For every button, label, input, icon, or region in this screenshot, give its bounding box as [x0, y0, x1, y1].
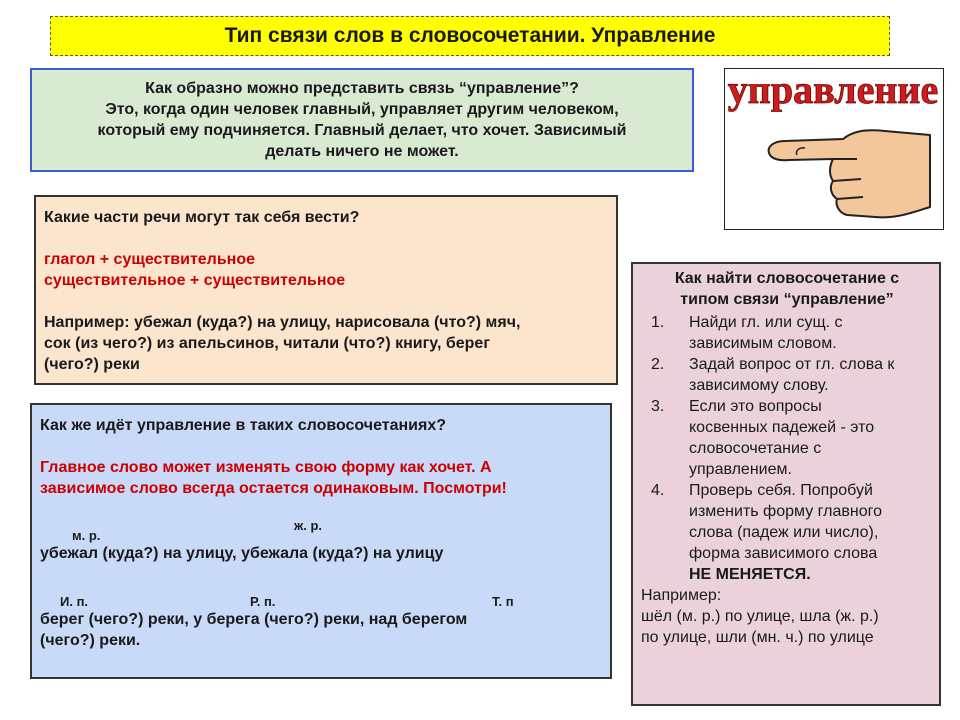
step-text: слова (падеж или число), [689, 524, 879, 541]
gender-label-feminine: ж. р. [294, 518, 322, 533]
gov-example-2-line: берег (чего?) реки, у берега (чего?) реки, над берегом [40, 611, 468, 628]
pos-question: Какие части речи могут так себя вести? [44, 209, 360, 226]
illustration [724, 68, 944, 230]
step-emphasis: НЕ МЕНЯЕТСЯ. [689, 566, 811, 583]
step-text: зависимому слову. [689, 377, 829, 394]
gov-example-1: убежал (куда?) на улицу, убежала (куда?) на улицу [40, 545, 444, 562]
metaphor-line: который ему подчиняется. Главный делает, что хочет. Зависимый [97, 122, 627, 139]
step-text: Задай вопрос от гл. слова к [689, 356, 895, 373]
step-number: 3. [651, 398, 665, 415]
pos-pair-noun-noun: существительное + существительное [44, 272, 346, 289]
list-item [641, 480, 933, 585]
step-number: 2. [651, 356, 665, 373]
metaphor-line: делать ничего не может. [265, 143, 459, 160]
step-number: 4. [651, 482, 665, 499]
governance-box [30, 403, 612, 679]
steps-list [641, 312, 933, 585]
illustration-word: управление [727, 69, 939, 112]
page-title [50, 16, 890, 56]
find-title-line: Как найти словосочетание с [674, 270, 900, 287]
step-text: Проверь себя. Попробуй [689, 482, 873, 499]
how-to-find-box [631, 262, 941, 706]
step-text: Если это вопросы [689, 398, 822, 415]
step-text: форма зависимого слова [689, 545, 878, 562]
pointing-hand-icon [725, 69, 942, 228]
step-text: управлением. [689, 461, 792, 478]
metaphor-line: Как образно можно представить связь “управление”? [145, 80, 579, 97]
find-example-line: шёл (м. р.) по улице, шла (ж. р.) [641, 608, 879, 625]
step-number: 1. [651, 314, 665, 331]
gender-label-masculine: м. р. [72, 528, 101, 543]
parts-of-speech-box [34, 195, 618, 385]
case-label-instrumental: Т. п [492, 594, 514, 609]
step-text: зависимым словом. [689, 335, 837, 352]
gov-rule-line: зависимое слово всегда остается одинаковым. Посмотри! [40, 480, 507, 497]
find-example-label: Например: [641, 587, 722, 604]
pos-pair-verb-noun: глагол + существительное [44, 251, 256, 268]
page-title-text: Тип связи слов в словосочетании. Управление [224, 24, 716, 47]
list-item [641, 396, 933, 480]
gov-rule-line: Главное слово может изменять свою форму как хочет. А [40, 459, 492, 476]
list-item [641, 312, 933, 354]
gov-question: Как же идёт управление в таких словосочетаниях? [40, 417, 447, 434]
case-label-genitive: Р. п. [250, 594, 276, 609]
metaphor-line: Это, когда один человек главный, управляет другим человеком, [105, 101, 619, 118]
step-text: словосочетание с [689, 440, 822, 457]
list-item [641, 354, 933, 396]
step-text: Найди гл. или сущ. с [689, 314, 843, 331]
metaphor-box [30, 68, 694, 172]
gov-example-2-line: (чего?) реки. [40, 632, 141, 649]
step-text: изменить форму главного [689, 503, 882, 520]
case-label-nominative: И. п. [60, 594, 89, 609]
pos-example-line: сок (из чего?) из апельсинов, читали (что?) книгу, берег [44, 335, 490, 352]
find-title-line: типом связи “управление” [680, 291, 894, 308]
find-example-line: по улице, шли (мн. ч.) по улице [641, 629, 874, 646]
pos-example-line: Например: убежал (куда?) на улицу, нарисовала (что?) мяч, [44, 314, 521, 331]
step-text: косвенных падежей - это [689, 419, 875, 436]
pos-example-line: (чего?) реки [44, 356, 140, 373]
